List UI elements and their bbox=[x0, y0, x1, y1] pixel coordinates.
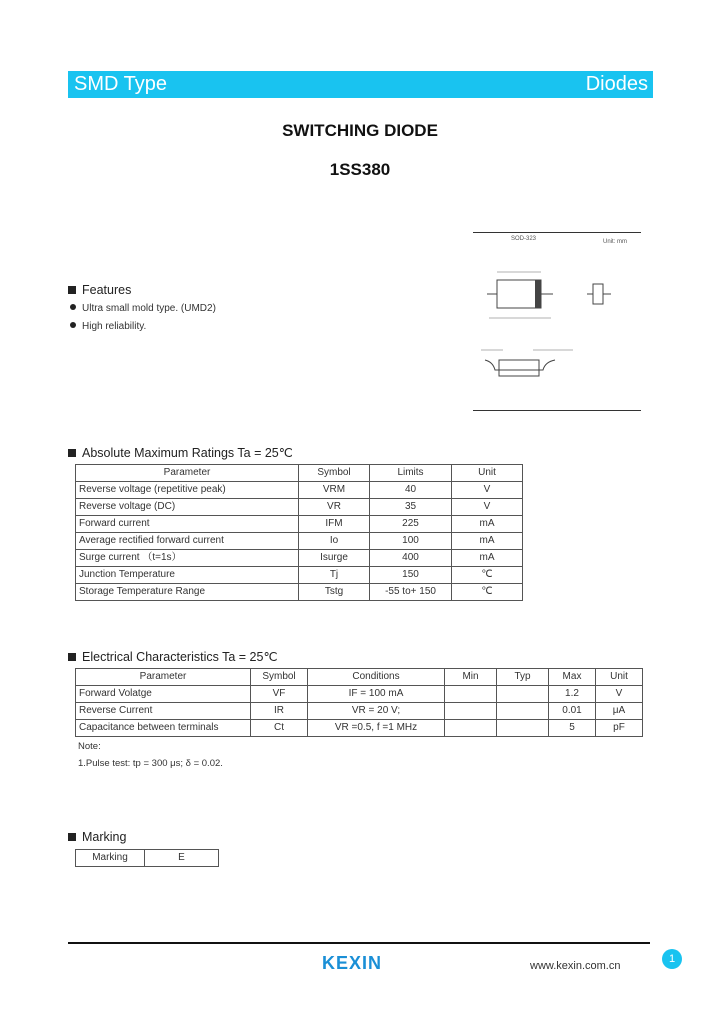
header-type: Diodes bbox=[585, 73, 648, 95]
part-number: 1SS380 bbox=[329, 160, 391, 179]
elec-heading: Electrical Characteristics Ta = 25℃ bbox=[68, 649, 277, 664]
table-header-row: Parameter Symbol Conditions Min Typ Max Unit bbox=[76, 669, 643, 686]
package-outline-svg bbox=[473, 250, 643, 410]
header-bar bbox=[68, 71, 653, 98]
feature-item: High reliability. bbox=[70, 321, 146, 332]
table-row: Reverse Current IR VR = 20 V; 0.01 μA bbox=[76, 703, 643, 720]
package-body-side bbox=[593, 284, 603, 304]
table-row: Average rectified forward current Io 100 mA bbox=[76, 533, 523, 550]
package-body-top bbox=[497, 280, 541, 308]
package-body-front bbox=[485, 360, 555, 370]
page-title: SWITCHING DIODE bbox=[282, 121, 438, 140]
note-title: Note: bbox=[78, 741, 101, 752]
abs-max-table bbox=[75, 464, 523, 601]
table-row: Junction Temperature Tj 150 ℃ bbox=[76, 567, 523, 584]
table-row: Marking E bbox=[76, 850, 219, 867]
bullet-square-icon bbox=[68, 449, 76, 457]
elec-table bbox=[75, 668, 643, 737]
table-header-row: Parameter Symbol Limits Unit bbox=[76, 465, 523, 482]
marking-heading: Marking bbox=[68, 830, 126, 844]
package-body-front-rect bbox=[499, 360, 539, 376]
bullet-dot-icon bbox=[70, 322, 76, 328]
footer-divider bbox=[68, 942, 650, 944]
header-category: SMD Type bbox=[74, 73, 167, 95]
cathode-band bbox=[535, 280, 541, 308]
company-logo: KEXIN bbox=[322, 953, 383, 973]
table-row: Forward Volatge VF IF = 100 mA 1.2 V bbox=[76, 686, 643, 703]
table-row: Reverse voltage (repetitive peak) VRM 40 V bbox=[76, 482, 523, 499]
marking-table bbox=[75, 849, 219, 867]
note-text: 1.Pulse test: tp = 300 μs; δ = 0.02. bbox=[78, 758, 223, 769]
package-unit: Unit: mm bbox=[603, 239, 627, 245]
bullet-square-icon bbox=[68, 286, 76, 294]
bullet-square-icon bbox=[68, 653, 76, 661]
company-url[interactable]: www.kexin.com.cn bbox=[530, 960, 621, 972]
table-row: Capacitance between terminals Ct VR =0.5, f =1 MHz 5 pF bbox=[76, 720, 643, 737]
table-row: Reverse voltage (DC) VR 35 V bbox=[76, 499, 523, 516]
package-name: SOD-323 bbox=[511, 236, 537, 242]
feature-item: Ultra small mold type. (UMD2) bbox=[70, 303, 216, 314]
table-row: Surge current （t=1s） Isurge 400 mA bbox=[76, 550, 523, 567]
bullet-square-icon bbox=[68, 833, 76, 841]
page-number: 1 bbox=[662, 949, 682, 969]
features-heading: Features bbox=[68, 283, 131, 297]
bullet-dot-icon bbox=[70, 304, 76, 310]
package-drawing bbox=[473, 232, 643, 412]
abs-max-heading: Absolute Maximum Ratings Ta = 25℃ bbox=[68, 445, 293, 460]
table-row: Storage Temperature Range Tstg -55 to+ 150 ℃ bbox=[76, 584, 523, 601]
table-row: Forward current IFM 225 mA bbox=[76, 516, 523, 533]
